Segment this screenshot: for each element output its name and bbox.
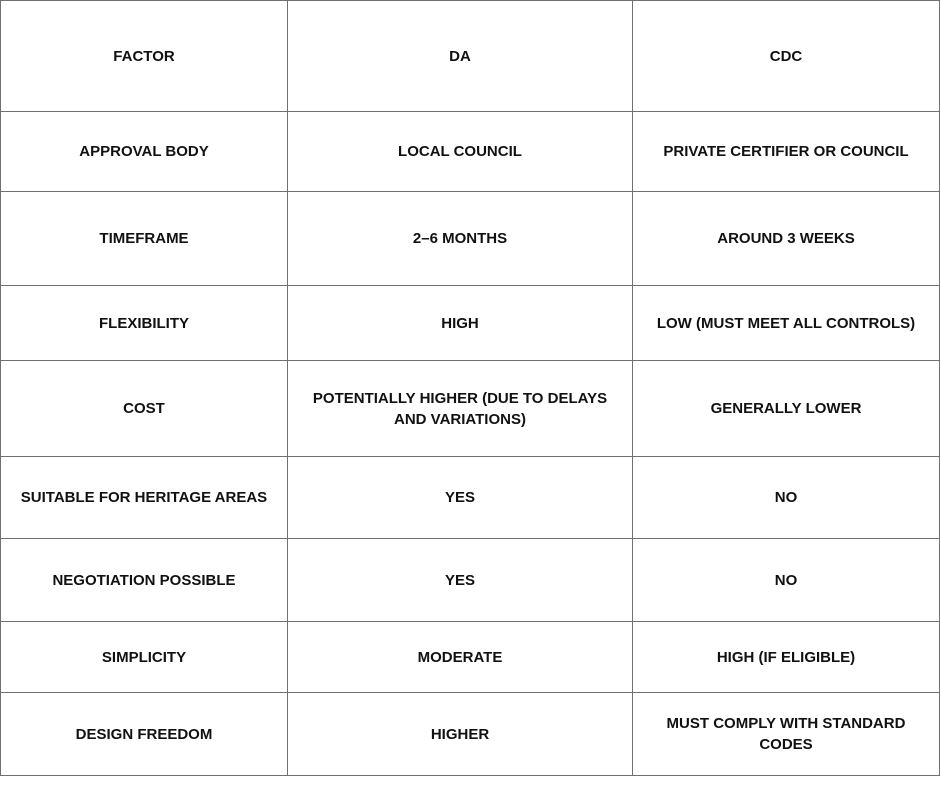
row-label: FLEXIBILITY xyxy=(1,286,288,361)
row-label: NEGOTIATION POSSIBLE xyxy=(1,539,288,622)
header-cell-cdc: CDC xyxy=(633,1,940,112)
table-row xyxy=(1,192,940,286)
table-row xyxy=(1,457,940,539)
table-row xyxy=(1,112,940,192)
row-label: SIMPLICITY xyxy=(1,622,288,693)
cdc-cell: PRIVATE CERTIFIER OR COUNCIL xyxy=(633,112,940,192)
table-row xyxy=(1,693,940,776)
cdc-cell: NO xyxy=(633,539,940,622)
table-header-row xyxy=(1,1,940,112)
da-cell: HIGH xyxy=(288,286,633,361)
da-cell: YES xyxy=(288,539,633,622)
da-cell: POTENTIALLY HIGHER (DUE TO DELAYS AND VARIATIONS) xyxy=(288,361,633,457)
cdc-cell: GENERALLY LOWER xyxy=(633,361,940,457)
table-row xyxy=(1,539,940,622)
table-row xyxy=(1,361,940,457)
row-label: APPROVAL BODY xyxy=(1,112,288,192)
row-label: SUITABLE FOR HERITAGE AREAS xyxy=(1,457,288,539)
da-cell: YES xyxy=(288,457,633,539)
header-cell-factor: FACTOR xyxy=(1,1,288,112)
da-cell: 2–6 MONTHS xyxy=(288,192,633,286)
cdc-cell: LOW (MUST MEET ALL CONTROLS) xyxy=(633,286,940,361)
da-cell: LOCAL COUNCIL xyxy=(288,112,633,192)
cdc-cell: HIGH (IF ELIGIBLE) xyxy=(633,622,940,693)
header-cell-da: DA xyxy=(288,1,633,112)
table-row xyxy=(1,286,940,361)
row-label: DESIGN FREEDOM xyxy=(1,693,288,776)
row-label: COST xyxy=(1,361,288,457)
da-cell: HIGHER xyxy=(288,693,633,776)
table-row xyxy=(1,622,940,693)
row-label: TIMEFRAME xyxy=(1,192,288,286)
da-cell: MODERATE xyxy=(288,622,633,693)
cdc-cell: AROUND 3 WEEKS xyxy=(633,192,940,286)
cdc-cell: MUST COMPLY WITH STANDARD CODES xyxy=(633,693,940,776)
cdc-cell: NO xyxy=(633,457,940,539)
